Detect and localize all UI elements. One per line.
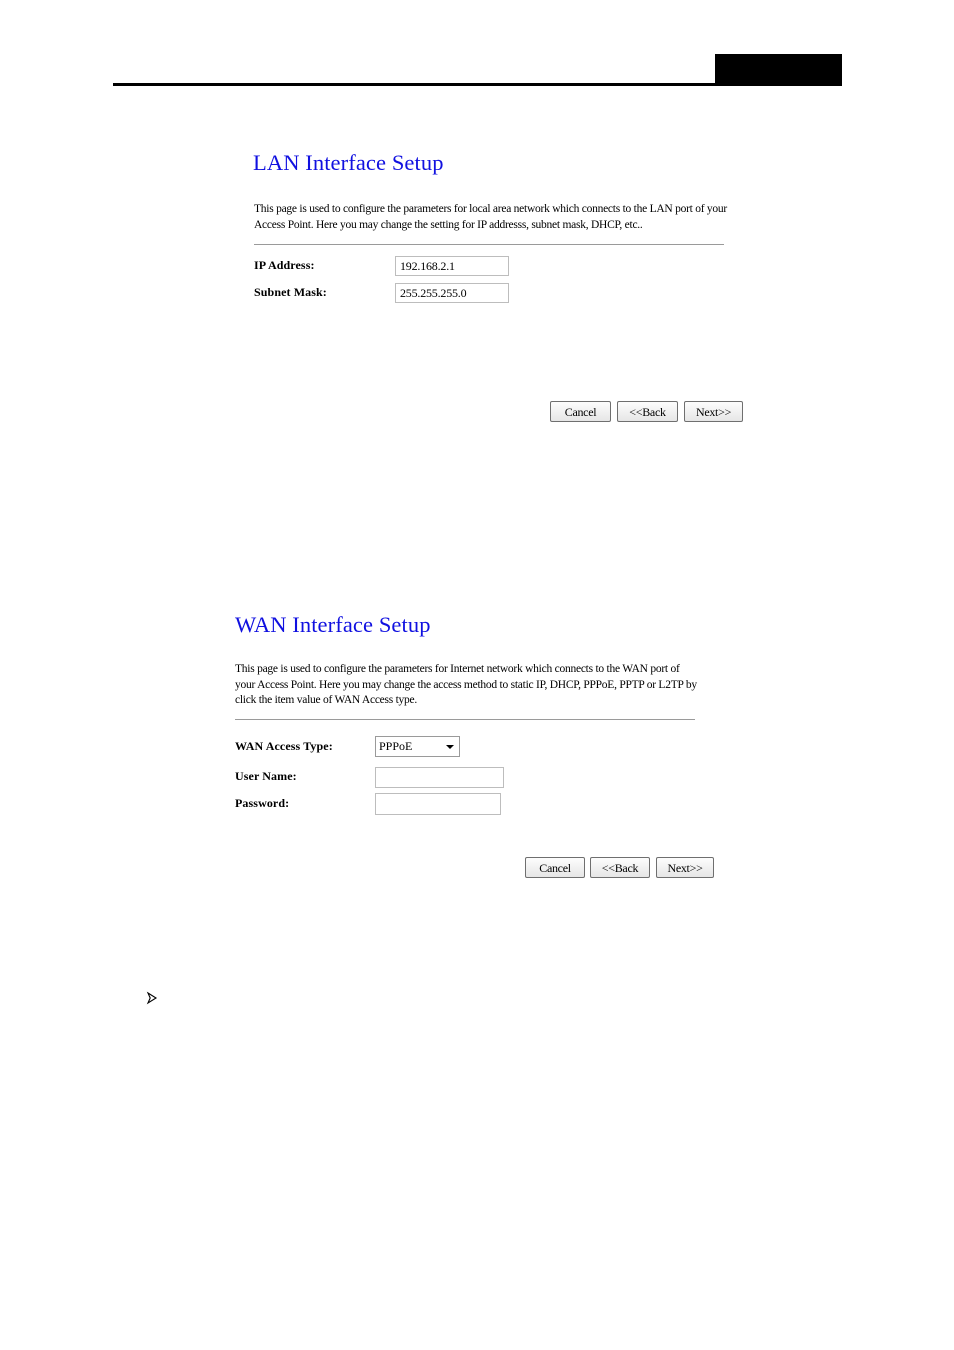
lan-page-description: This page is used to configure the parameters for local area network which connects to the LAN port of your Access Point. Here you may change the setting for IP addresss, subnet mask, DHCP, etc..: [254, 203, 728, 231]
password-input[interactable]: [375, 793, 501, 815]
page-header-block: [715, 54, 842, 86]
wan-access-type-value: PPPoE: [379, 739, 413, 753]
subnet-mask-label: Subnet Mask:: [254, 285, 327, 299]
wan-cancel-button[interactable]: Cancel: [525, 857, 585, 878]
lan-cancel-button[interactable]: Cancel: [550, 401, 611, 422]
ip-address-label: IP Address:: [254, 258, 315, 272]
wan-access-type-select[interactable]: [375, 736, 460, 757]
user-name-label: User Name:: [235, 769, 297, 783]
lan-page-title: LAN Interface Setup: [253, 150, 444, 175]
ip-address-input[interactable]: [395, 256, 509, 276]
lan-back-button[interactable]: <<Back: [617, 401, 678, 422]
wan-divider: [235, 719, 695, 720]
user-name-input[interactable]: [375, 767, 504, 788]
lan-divider: [254, 244, 724, 245]
lan-next-button[interactable]: Next>>: [684, 401, 743, 422]
subnet-mask-input[interactable]: [395, 283, 509, 303]
password-label: Password:: [235, 796, 290, 810]
wan-next-button[interactable]: Next>>: [656, 857, 714, 878]
chevron-down-icon: [446, 745, 454, 749]
arrowhead-bullet-icon: [145, 991, 159, 1005]
wan-access-type-label: WAN Access Type:: [235, 739, 333, 753]
wan-page-description: This page is used to configure the parameters for Internet network which connects to the WAN port of your Access Point. Here you may change the access method to static IP, DHCP, PPPoE, PPTP or L2TP by click the item value of WAN Access type.: [235, 663, 697, 706]
wan-page-title: WAN Interface Setup: [235, 612, 431, 637]
wan-back-button[interactable]: <<Back: [590, 857, 650, 878]
